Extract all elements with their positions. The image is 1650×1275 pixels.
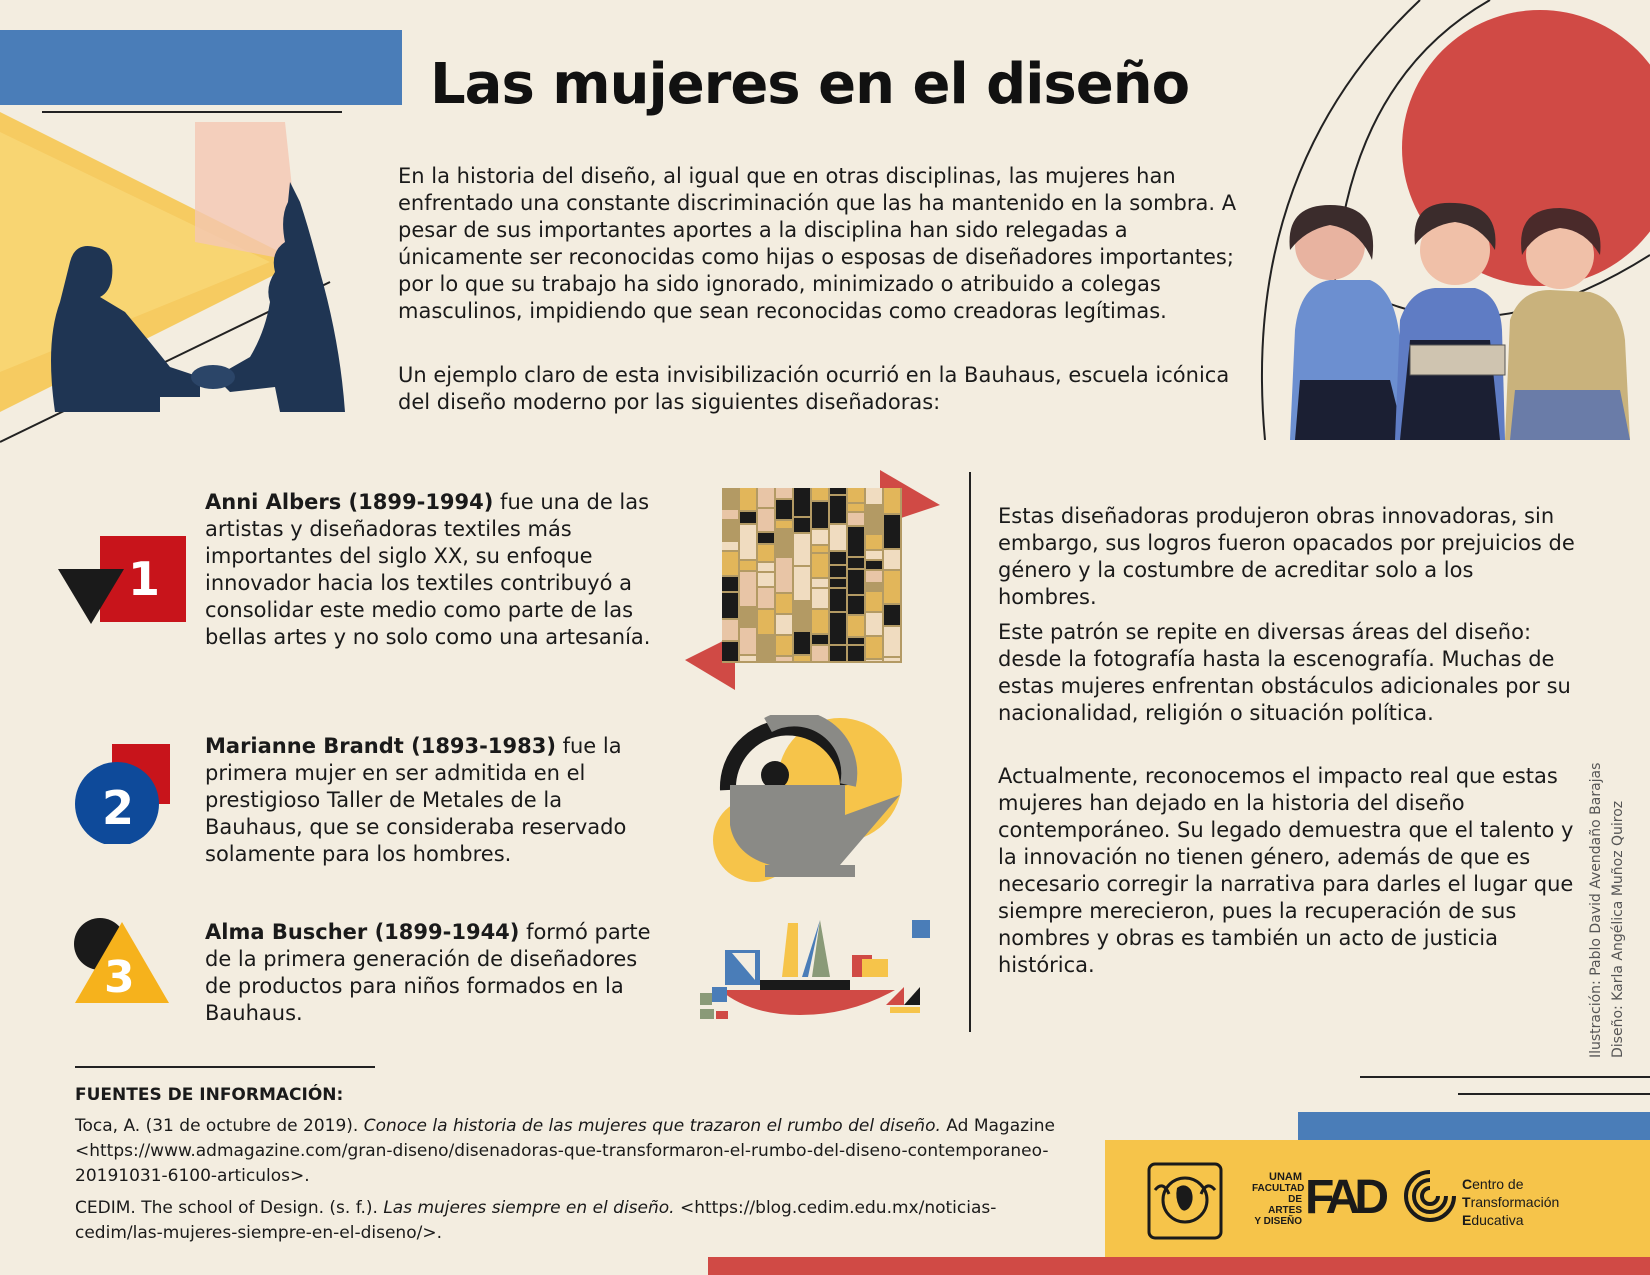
weave-block bbox=[812, 488, 828, 500]
weave-block bbox=[722, 577, 738, 591]
weave-block bbox=[776, 558, 792, 592]
sources-rule bbox=[75, 1066, 375, 1068]
weave-block bbox=[812, 610, 828, 633]
weave-block bbox=[866, 506, 882, 533]
weave-block bbox=[758, 545, 774, 561]
cte-spiral-icon bbox=[1402, 1166, 1458, 1226]
weave-block bbox=[848, 527, 864, 556]
cte-logo-text bbox=[1462, 1175, 1559, 1229]
weave-block bbox=[848, 558, 864, 568]
bottom-rule-1 bbox=[1360, 1076, 1650, 1078]
textile-illustration bbox=[685, 470, 940, 690]
weave-block bbox=[830, 566, 846, 577]
weave-block bbox=[884, 627, 900, 656]
weave-block bbox=[776, 530, 792, 556]
weave-block bbox=[866, 637, 882, 658]
weave-block bbox=[776, 615, 792, 634]
weave-block bbox=[722, 620, 738, 640]
weave-block bbox=[866, 613, 882, 635]
weave-block bbox=[830, 488, 846, 494]
weave-block bbox=[776, 636, 792, 655]
weave-block bbox=[812, 635, 828, 644]
sources-heading: FUENTES DE INFORMACIÓN: bbox=[75, 1085, 344, 1105]
designer-3-name: Alma Buscher (1899-1944) bbox=[205, 920, 520, 944]
fad-unam: UNAM bbox=[1269, 1171, 1302, 1183]
number-2: 2 bbox=[102, 781, 135, 835]
weave-block bbox=[740, 525, 756, 559]
weave-block bbox=[722, 593, 738, 618]
weave-block bbox=[776, 521, 792, 528]
handshake-illustration bbox=[0, 112, 360, 452]
cte-l3-initial: E bbox=[1462, 1212, 1472, 1228]
weave-block bbox=[848, 596, 864, 614]
weave-block bbox=[830, 496, 846, 523]
weave-block bbox=[884, 571, 900, 603]
designer-3-description: formó parte de la primera generación de diseñadores de productos para niños formados en la Bauhaus. bbox=[205, 920, 651, 1025]
weave-block bbox=[830, 613, 846, 644]
weave-block bbox=[812, 646, 828, 661]
toy-boat-illustration bbox=[690, 915, 940, 1025]
weave-block bbox=[830, 579, 846, 587]
weave-block bbox=[722, 488, 738, 508]
bottom-blue-bar bbox=[1298, 1112, 1650, 1140]
cte-line-3 bbox=[1462, 1211, 1559, 1229]
weave-block bbox=[866, 561, 882, 569]
source-2 bbox=[75, 1196, 1015, 1246]
weave-block bbox=[758, 509, 774, 531]
fad-logo-text bbox=[1252, 1171, 1305, 1227]
weave-block bbox=[794, 534, 810, 565]
credit-illustration: Ilustración: Pablo David Avendaño Barajas bbox=[1588, 762, 1604, 1058]
teapot-illustration bbox=[710, 715, 920, 885]
weave-block bbox=[794, 488, 810, 516]
page-title: Las mujeres en el diseño bbox=[430, 52, 1190, 117]
weave-block bbox=[884, 515, 900, 548]
weave-block bbox=[848, 513, 864, 525]
weave-block bbox=[758, 533, 774, 543]
fad-line-1: FACULTAD bbox=[1252, 1183, 1305, 1194]
weave-block bbox=[758, 610, 774, 634]
weave-block bbox=[794, 632, 810, 654]
weave-block bbox=[884, 658, 900, 661]
weave-block bbox=[758, 488, 774, 507]
column-divider bbox=[969, 472, 971, 1032]
right-paragraph-3: Actualmente, reconocemos el impacto real que estas mujeres han dejado en la historia del diseño contemporáneo. Su legado demuestra que el talento y la innovación no tienen género, además de que es necesario corregir la narrativa para darles el lugar que siempre merecieron, pues la recuperación de sus nombres y obras es también un acto de justicia histórica. bbox=[998, 764, 1574, 977]
cte-l2-rest: ransformación bbox=[1470, 1194, 1560, 1210]
intro-paragraph-2: Un ejemplo claro de esta invisibilización ocurrió en la Bauhaus, escuela icónica del diseño moderno por las siguientes diseñadoras: bbox=[398, 363, 1230, 414]
weave-block bbox=[848, 570, 864, 594]
bottom-red-bar bbox=[708, 1257, 1650, 1275]
weave-block bbox=[722, 542, 738, 550]
weave-block bbox=[884, 550, 900, 569]
bottom-rule-2 bbox=[1458, 1093, 1650, 1095]
weave-block bbox=[830, 589, 846, 611]
weave-block bbox=[740, 488, 756, 510]
weave-block bbox=[740, 512, 756, 523]
weave-block bbox=[740, 572, 756, 606]
weave-block bbox=[848, 504, 864, 511]
number-3: 3 bbox=[104, 952, 135, 1003]
weave-block bbox=[722, 521, 738, 540]
weave-block bbox=[848, 638, 864, 644]
right-paragraph-2: Este patrón se repite en diversas áreas del diseño: desde la fotografía hasta la escenografía. Muchas de estas mujeres enfrentan obstáculos adicionales por su nacionalidad, religión o situación política. bbox=[998, 620, 1571, 725]
weave-block bbox=[848, 646, 864, 661]
source-1-suffix: Ad Magazine <https://www.admagazine.com/gran-diseno/disenadoras-que-transformaron-el-rumbo-del-diseno-contemporaneo-20191031-6100-articulos>. bbox=[75, 1116, 1055, 1186]
weave-block bbox=[866, 571, 882, 582]
number-badge-1 bbox=[58, 534, 188, 629]
cte-l1-rest: entro de bbox=[1472, 1176, 1524, 1192]
source-2-suffix: <https://blog.cedim.edu.mx/noticias-cedim/las-mujeres-siempre-en-el-diseno/>. bbox=[75, 1198, 997, 1243]
cte-l2-initial: T bbox=[1462, 1194, 1471, 1210]
weave-block bbox=[722, 552, 738, 575]
weave-block bbox=[866, 551, 882, 559]
source-1-title: Conoce la historia de las mujeres que trazaron el rumbo del diseño. bbox=[363, 1116, 941, 1136]
cte-line-2 bbox=[1462, 1193, 1559, 1211]
weave-block bbox=[758, 636, 774, 661]
women-illustration bbox=[1260, 0, 1650, 440]
weave-block bbox=[758, 588, 774, 608]
weave-block bbox=[794, 602, 810, 630]
weave-block bbox=[740, 561, 756, 570]
weave-block bbox=[812, 546, 828, 552]
top-blue-bar bbox=[0, 30, 402, 105]
weave-block bbox=[812, 530, 828, 544]
weave-block bbox=[830, 552, 846, 564]
weave-block bbox=[830, 525, 846, 550]
weave-block bbox=[722, 642, 738, 661]
credits bbox=[1585, 728, 1629, 1058]
weave-block bbox=[866, 584, 882, 590]
source-2-title: Las mujeres siempre en el diseño. bbox=[383, 1198, 675, 1218]
weave-block bbox=[794, 656, 810, 661]
weave-block bbox=[740, 656, 756, 661]
fad-mark: FAD bbox=[1305, 1171, 1383, 1224]
weave-block bbox=[758, 573, 774, 586]
weave-block bbox=[884, 488, 900, 513]
weave-block bbox=[758, 563, 774, 571]
right-paragraph-1: Estas diseñadoras produjeron obras innovadoras, sin embargo, sus logros fueron opacados por prejuicios de género y la costumbre de acreditar solo a los hombres. bbox=[998, 504, 1575, 609]
weave-block bbox=[866, 488, 882, 504]
weave-block bbox=[776, 500, 792, 519]
fad-line-2: DE ARTES bbox=[1268, 1194, 1302, 1216]
weave-block bbox=[884, 605, 900, 625]
weave-block bbox=[812, 502, 828, 528]
weave-block bbox=[794, 518, 810, 532]
weave-block bbox=[848, 488, 864, 502]
weave-block bbox=[776, 594, 792, 613]
designer-2-name: Marianne Brandt (1893-1983) bbox=[205, 734, 556, 758]
cte-l1-initial: C bbox=[1462, 1176, 1473, 1192]
weave-block bbox=[848, 616, 864, 636]
cte-line-1 bbox=[1462, 1175, 1559, 1193]
cte-l3-rest: ducativa bbox=[1471, 1212, 1524, 1228]
number-1: 1 bbox=[128, 552, 161, 606]
fad-line-3: Y DISEÑO bbox=[1254, 1216, 1302, 1227]
designer-1-description: fue una de las artistas y diseñadoras textiles más importantes del siglo XX, su enfoque innovador hacia los textiles contribuyó a consolidar este medio como parte de las bellas artes y no solo como una artesanía. bbox=[205, 490, 651, 649]
designer-1-text bbox=[205, 489, 665, 651]
weave-block bbox=[794, 567, 810, 600]
designer-1-name: Anni Albers (1899-1994) bbox=[205, 490, 494, 514]
source-1-prefix: Toca, A. (31 de octubre de 2019). bbox=[75, 1116, 364, 1136]
weave-block bbox=[776, 488, 792, 498]
weave-block bbox=[812, 554, 828, 577]
weave-block bbox=[722, 510, 738, 519]
weave-block bbox=[740, 608, 756, 626]
weave-block bbox=[776, 657, 792, 661]
designer-3-text bbox=[205, 919, 665, 1027]
weave-block bbox=[866, 535, 882, 549]
credit-design: Diseño: Karla Angélica Muñoz Quiroz bbox=[1610, 800, 1626, 1058]
weave-block bbox=[812, 579, 828, 587]
weave-block bbox=[812, 589, 828, 608]
designer-2-text bbox=[205, 733, 665, 868]
intro-paragraph-1: En la historia del diseño, al igual que en otras disciplinas, las mujeres han enfrentado una constante discriminación que las ha mantenido en la sombra. A pesar de sus importantes aportes a la disciplina han sido relegadas a únicamente ser reconocidas como hijas o esposas de diseñadores importantes; por lo que su trabajo ha sido ignorado, minimizado o atribuido a colegas masculinos, impidiendo que sean reconocidas como creadoras legítimas. bbox=[398, 164, 1237, 323]
source-2-prefix: CEDIM. The school of Design. (s. f.). bbox=[75, 1198, 384, 1218]
weave-block bbox=[866, 660, 882, 661]
weave-block bbox=[830, 646, 846, 661]
weave-block bbox=[866, 592, 882, 611]
designer-2-description: fue la primera mujer en ser admitida en el prestigioso Taller de Metales de la Bauhaus, que se consideraba reservado solamente para los hombres. bbox=[205, 734, 627, 866]
unam-seal-icon bbox=[1145, 1160, 1225, 1242]
weave-block bbox=[740, 628, 756, 654]
source-1 bbox=[75, 1114, 1075, 1189]
